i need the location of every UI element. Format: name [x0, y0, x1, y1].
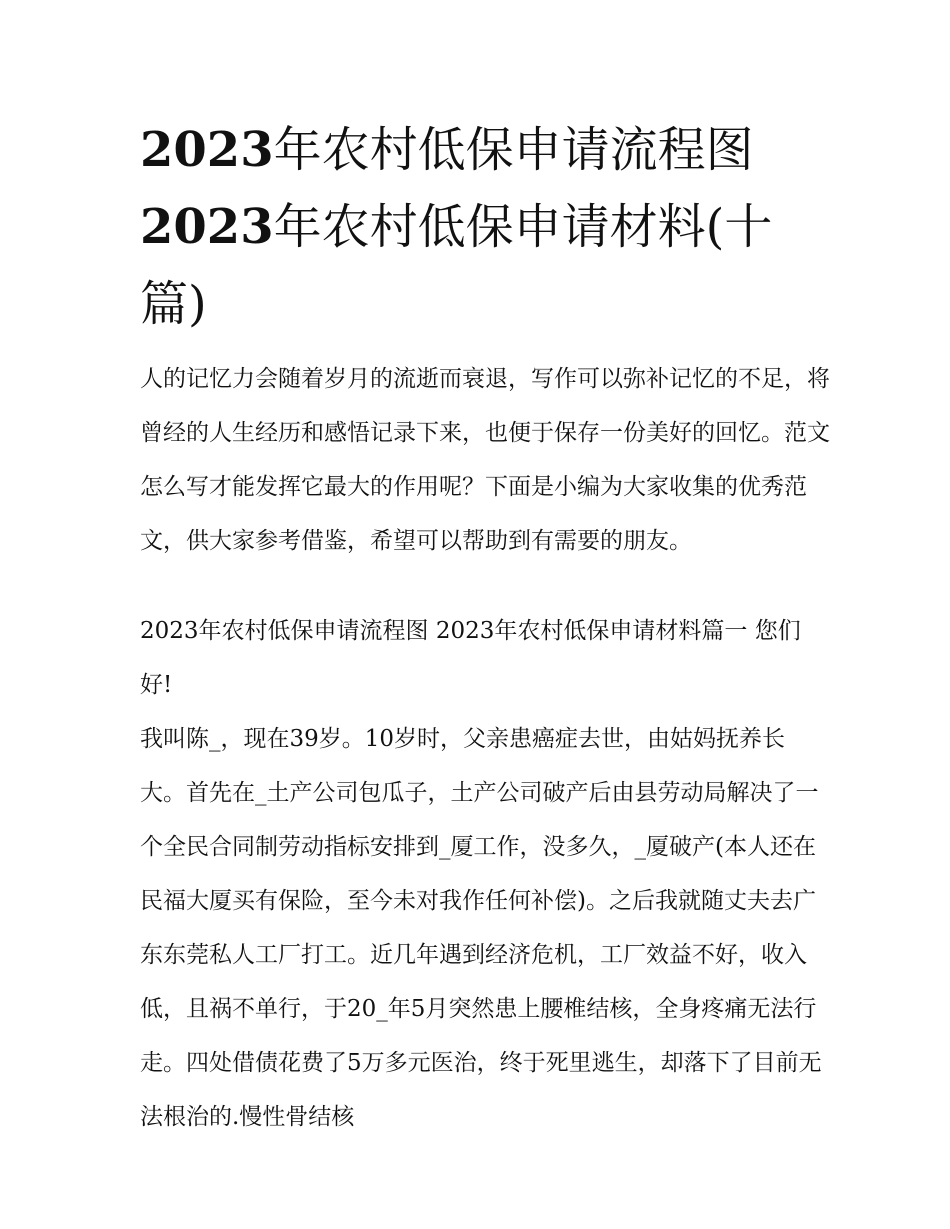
document-title	[140, 112, 830, 343]
section-heading: 2023年农村低保申请流程图 2023年农村低保申请材料篇一 您们好!	[140, 618, 801, 698]
story-paragraph: 我叫陈_，现在39岁。10岁时，父亲患癌症去世，由姑妈抚养长大。首先在_土产公司包瓜子，土产公司破产后由县劳动局解决了一个全民合同制劳动指标安排到_厦工作，没多久，_厦破产(本人还在民福大厦买有保险，至今未对我作任何补偿)。之后我就随丈夫去广东东莞私人工厂打工。近几年遇到经济危机，工厂效益不好，收入低，且祸不单行，于20_年5月突然患上腰椎结核，全身疼痛无法行走。四处借债花费了5万多元医治，终于死里逃生，却落下了目前无法根治的.慢性骨结核	[140, 726, 822, 1130]
title-year-1: 2023	[140, 122, 274, 178]
intro-paragraph: 人的记忆力会随着岁月的流逝而衰退，写作可以弥补记忆的不足，将曾经的人生经历和感悟记录下来，也便于保存一份美好的回忆。范文怎么写才能发挥它最大的作用呢？下面是小编为大家收集的优秀范文，供大家参考借鉴，希望可以帮助到有需要的朋友。	[140, 366, 830, 554]
title-text-2: 年农村低保申请材料(十篇)	[140, 199, 773, 332]
title-text-1: 年农村低保申请流程图	[273, 122, 754, 178]
title-year-2: 2023	[140, 199, 274, 255]
